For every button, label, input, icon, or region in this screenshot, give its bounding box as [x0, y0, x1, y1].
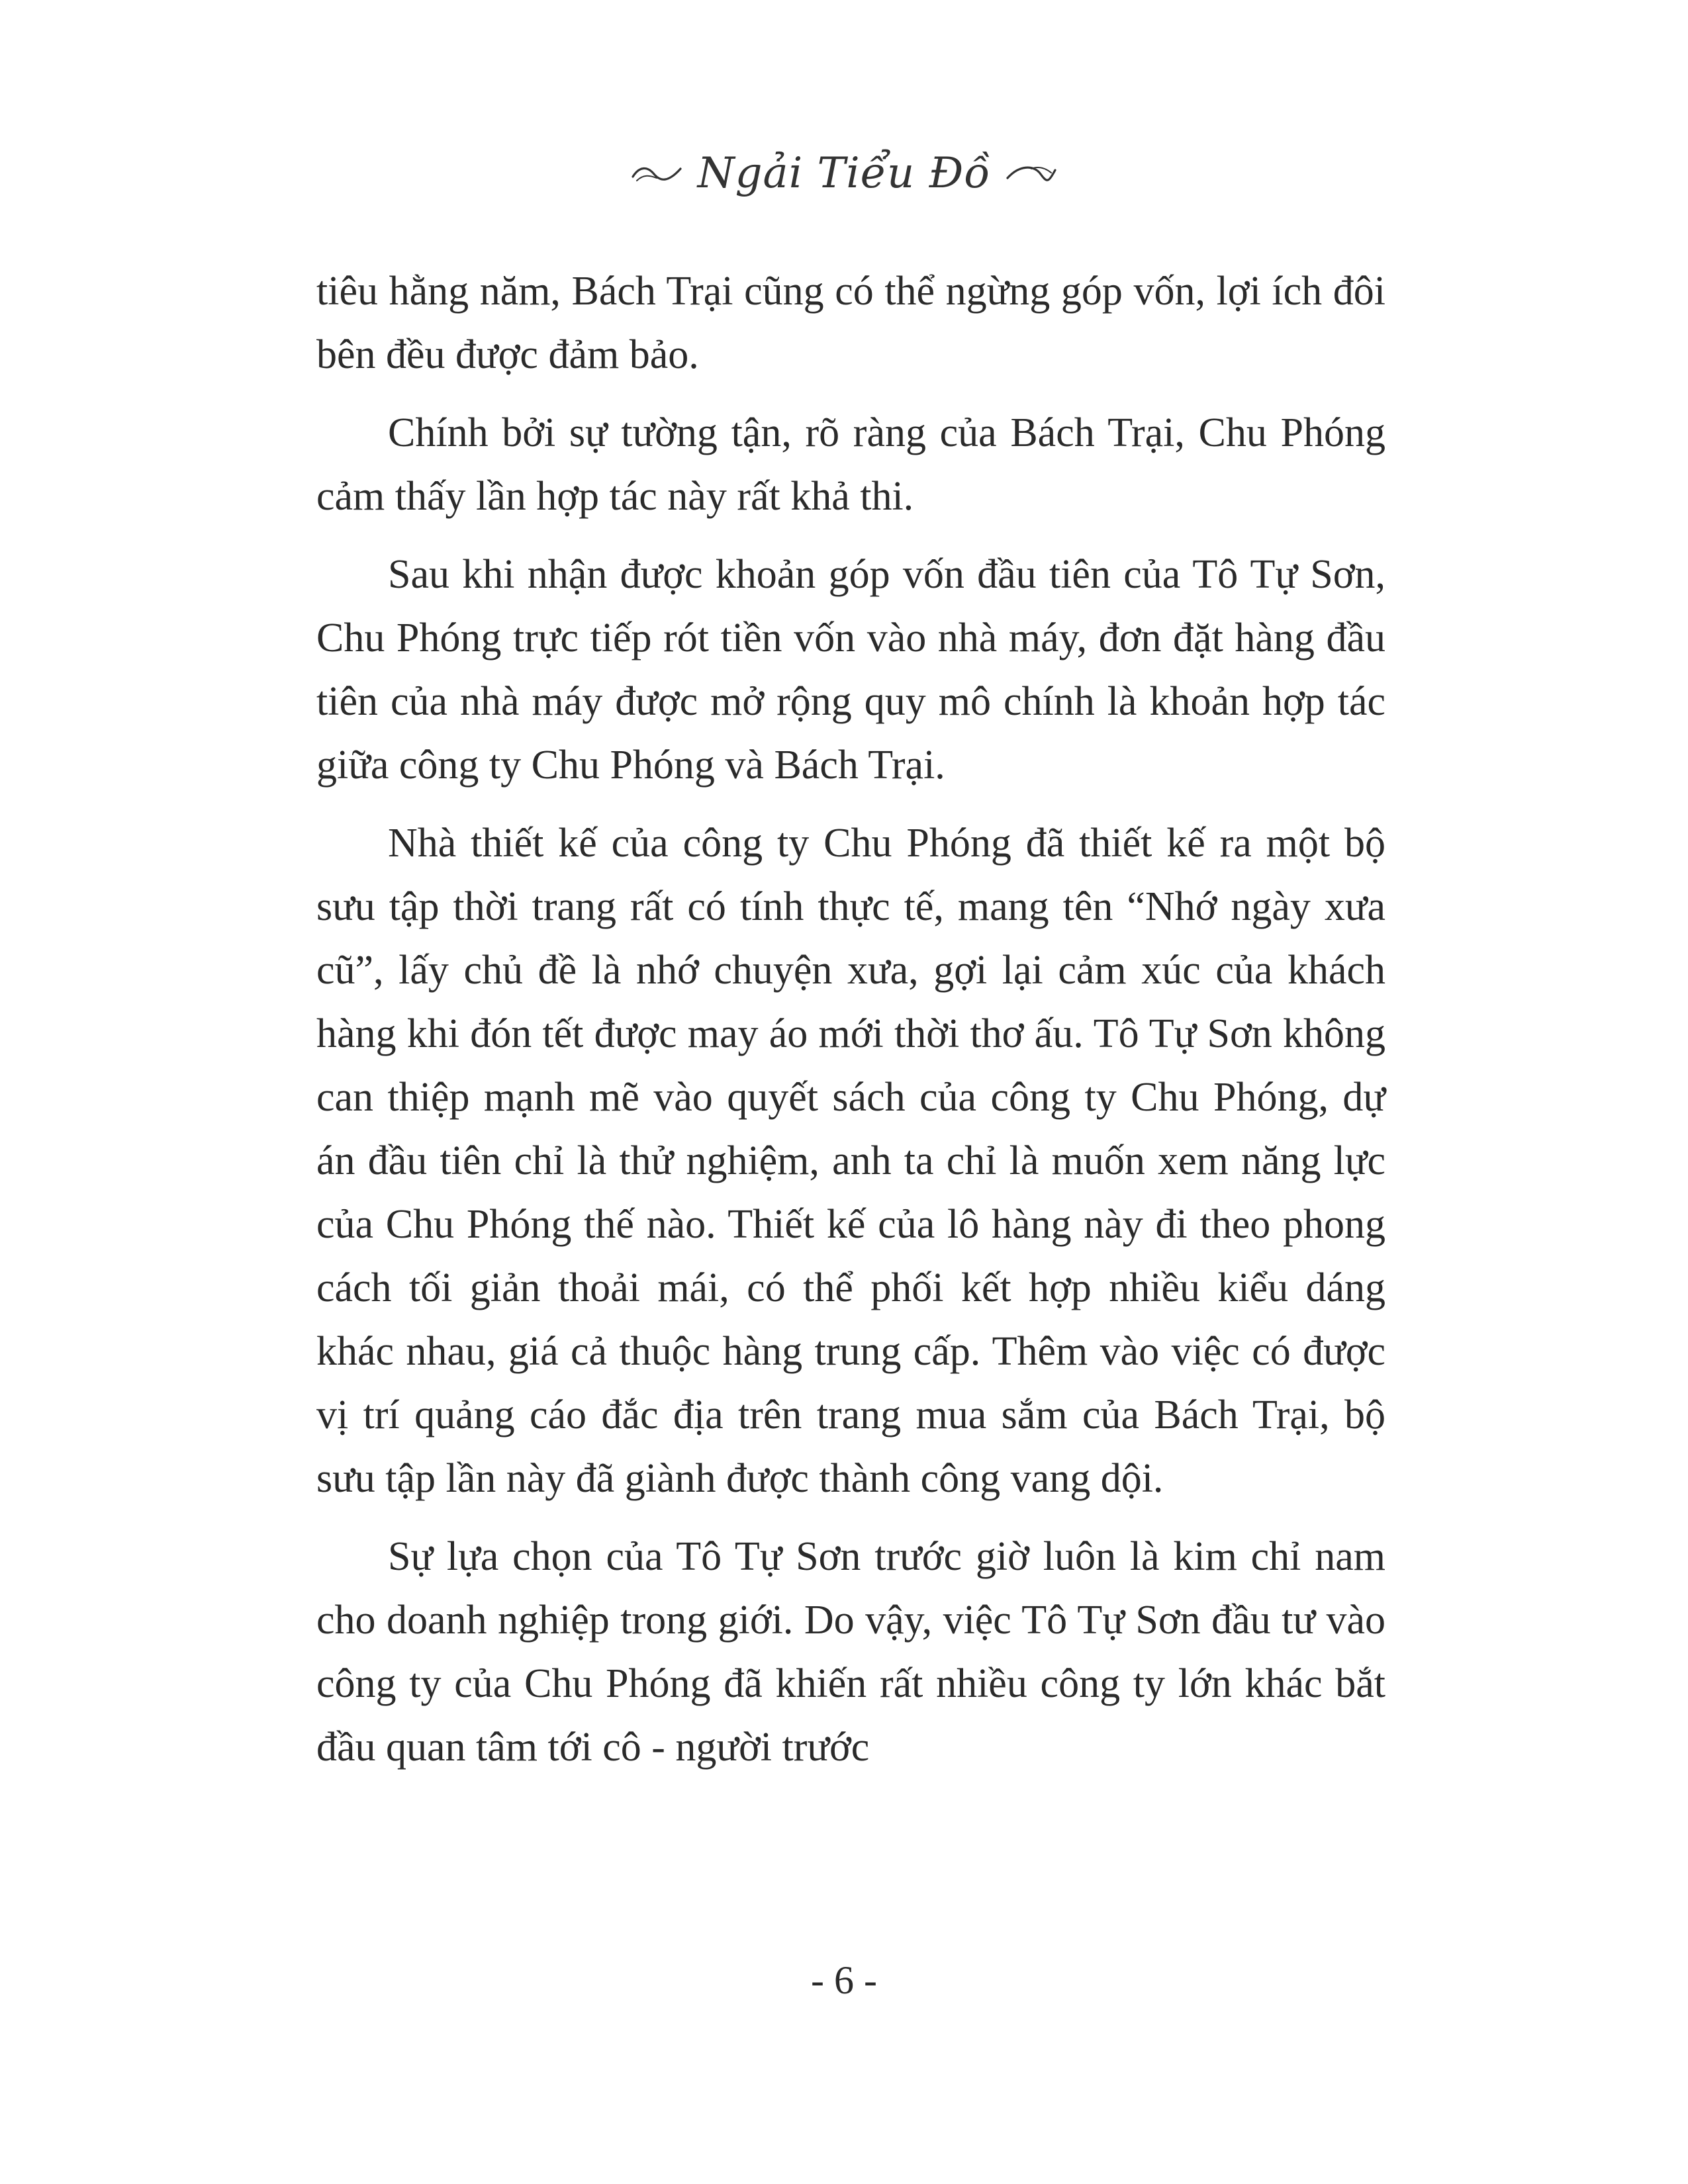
body-text: [316, 259, 1385, 1794]
running-header: [0, 147, 1688, 200]
page-number: - 6 -: [811, 1958, 877, 2002]
right-ornament-icon: [1005, 162, 1058, 185]
paragraph: Chính bởi sự tường tận, rõ ràng của Bách Trại, Chu Phóng cảm thấy lần hợp tác này rất khả thi.: [316, 410, 1385, 519]
paragraph: Nhà thiết kế của công ty Chu Phóng đã thiết kế ra một bộ sưu tập thời trang rất có tính thực tế, mang tên “Nhớ ngày xưa cũ”, lấy chủ đề là nhớ chuyện xưa, gợi lại cảm xúc của khách hàng khi đón tết được may áo mới thời thơ ấu. Tô Tự Sơn không can thiệp mạnh mẽ vào quyết sách của công ty Chu Phóng, dự án đầu tiên chỉ là thử nghiệm, anh ta chỉ là muốn xem năng lực của Chu Phóng thế nào. Thiết kế của lô hàng này đi theo phong cách tối giản thoải mái, có thể phối kết hợp nhiều kiểu dáng khác nhau, giá cả thuộc hàng trung cấp. Thêm vào việc có được vị trí quảng cáo đắc địa trên trang mua sắm của Bách Trại, bộ sưu tập lần này đã giành được thành công vang dội.: [316, 821, 1385, 1501]
paragraph: Sự lựa chọn của Tô Tự Sơn trước giờ luôn là kim chỉ nam cho doanh nghiệp trong giới. Do vậy, việc Tô Tự Sơn đầu tư vào công ty của Chu Phóng đã khiến rất nhiều công ty lớn khác bắt đầu quan tâm tới cô - người trước: [316, 1534, 1385, 1770]
left-ornament-icon: [630, 162, 683, 185]
paragraph: Sau khi nhận được khoản góp vốn đầu tiên của Tô Tự Sơn, Chu Phóng trực tiếp rót tiền vốn vào nhà máy, đơn đặt hàng đầu tiên của nhà máy được mở rộng quy mô chính là khoản hợp tác giữa công ty Chu Phóng và Bách Trại.: [316, 552, 1385, 788]
running-header-title: Ngải Tiểu Đồ: [697, 149, 991, 198]
paragraph: tiêu hằng năm, Bách Trại cũng có thể ngừng góp vốn, lợi ích đôi bên đều được đảm bảo.: [316, 269, 1385, 377]
